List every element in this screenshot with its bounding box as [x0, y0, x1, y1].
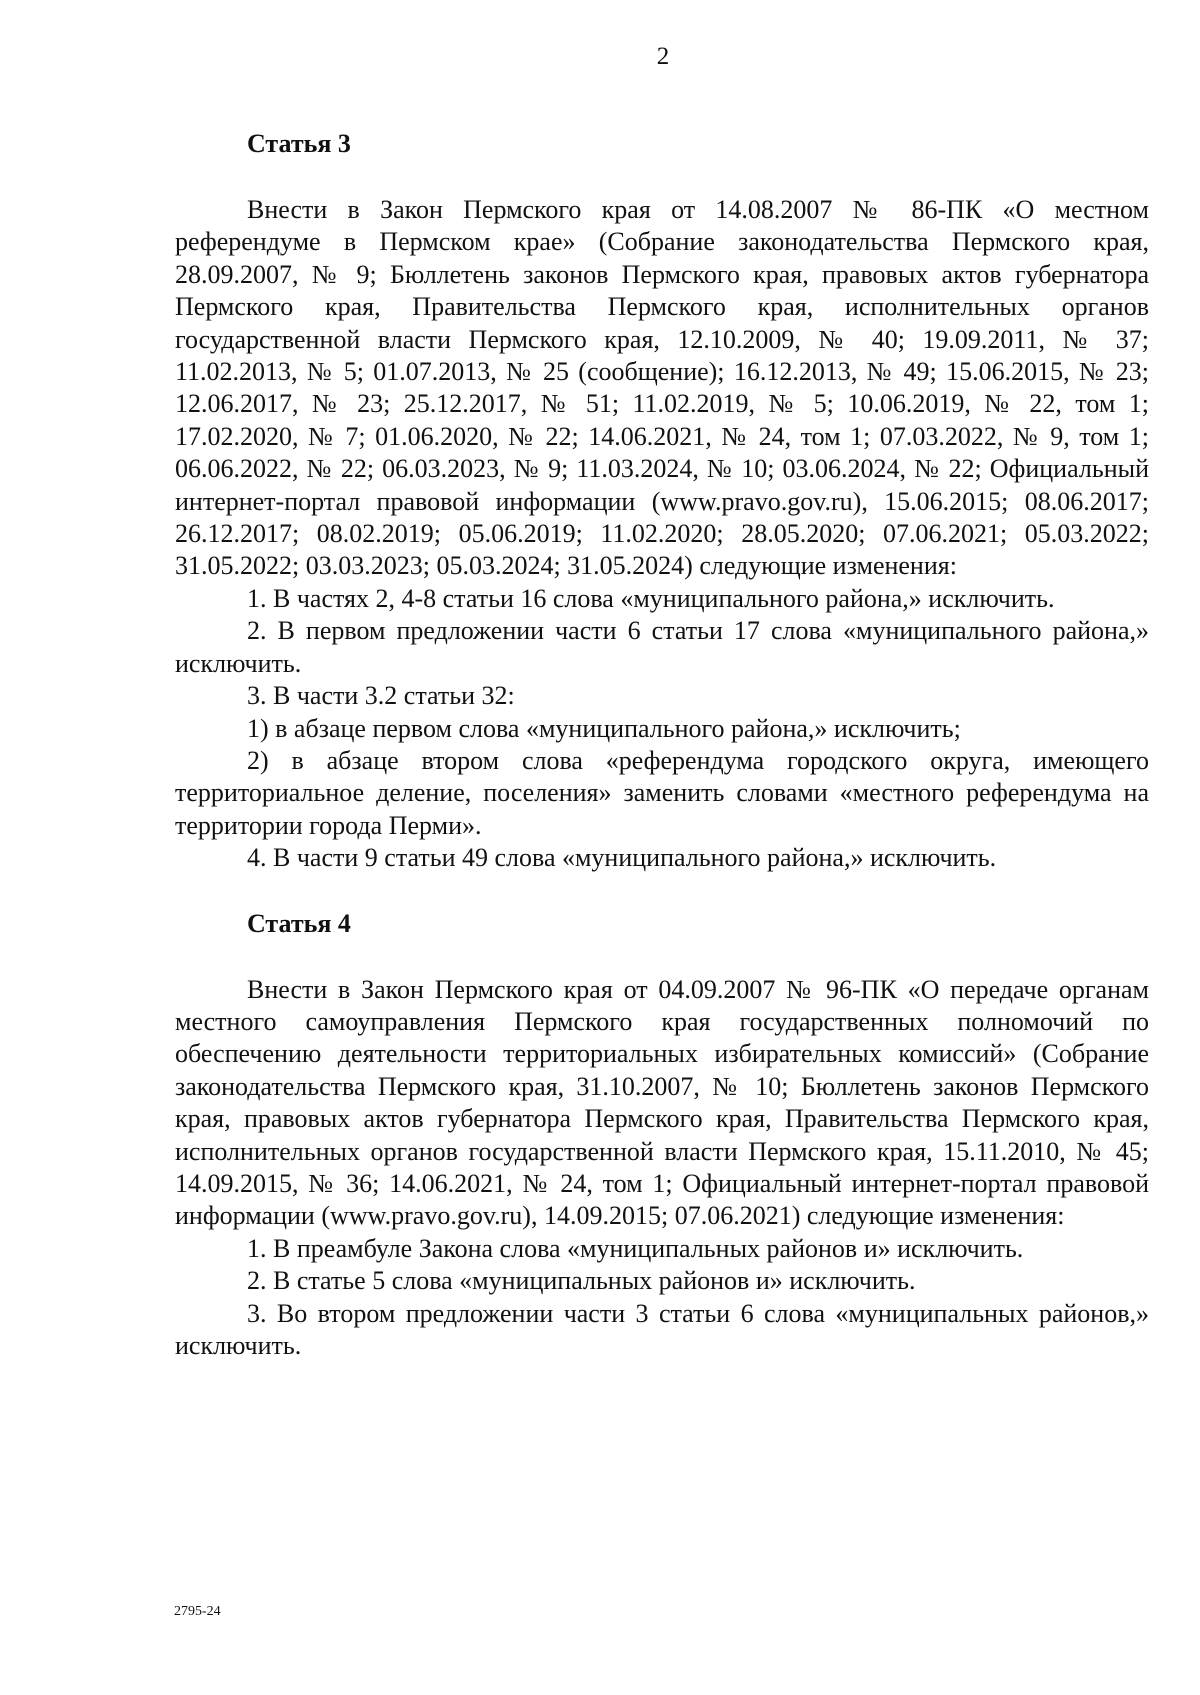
article-paragraph: 2. В статье 5 слова «муниципальных районов и» исключить.: [247, 1266, 916, 1296]
article-paragraph: 1) в абзаце первом слова «муниципального района,» исключить;: [247, 713, 961, 743]
article-paragraph: Внести в Закон Пермского края от 14.08.2007 № 86-ПК «О местном референдуме в Пермском крае» (Собрание законодательства Пермского края, 28.09.2007, № 9; Бюллетень законов Пермского края, правовых актов губернатора Пермского края, Правительства Пермского края, исполнительных органов государственной власти Пермского края, 12.10.2009, № 40; 19.09.2011, № 37; 11.02.2013, № 5; 01.07.2013, № 25 (сообщение); 16.12.2013, № 49; 15.06.2015, № 23; 12.06.2017, № 23; 25.12.2017, № 51; 11.02.2019, № 5; 10.06.2019, № 22, том 1; 17.02.2020, № 7; 01.06.2020, № 22; 14.06.2021, № 24, том 1; 07.03.2022, № 9, том 1; 06.06.2022, № 22; 06.03.2023, № 9; 11.03.2024, № 10; 03.06.2024, № 22; Официальный интернет-портал правовой информации (www.pravo.gov.ru), 15.06.2015; 08.06.2017; 26.12.2017; 08.02.2019; 05.06.2019; 11.02.2020; 28.05.2020; 07.06.2021; 05.03.2022; 31.05.2022; 03.03.2023; 05.03.2024; 31.05.2024) следующие изменения:: [175, 195, 1149, 581]
article-paragraph: Внести в Закон Пермского края от 04.09.2007 № 96-ПК «О передаче органам местного самоуправления Пермского края государственных полномочий по обеспечению деятельности территориальных избирательных комиссий» (Собрание законодательства Пермского края, 31.10.2007, № 10; Бюллетень законов Пермского края, правовых актов губернатора Пермского края, Правительства Пермского края, исполнительных органов государственной власти Пермского края, 15.11.2010, № 45; 14.09.2015, № 36; 14.06.2021, № 24, том 1; Официальный интернет-портал правовой информации (www.pravo.gov.ru), 14.09.2015; 07.06.2021) следующие изменения:: [175, 974, 1149, 1231]
article-paragraph: 3. Во втором предложении части 3 статьи 6 слова «муниципальных районов,» исключить.: [175, 1298, 1149, 1360]
article-heading: Статья 3: [247, 129, 351, 158]
article-heading: Статья 4: [247, 908, 351, 938]
article-paragraph: 1. В частях 2, 4-8 статьи 16 слова «муниципального района,» исключить.: [247, 583, 1055, 613]
document-code: 2795-24: [174, 1604, 221, 1619]
document-body: [175, 128, 1149, 1362]
page-number: 2: [656, 43, 670, 70]
article-paragraph: 4. В части 9 статьи 49 слова «муниципального района,» исключить.: [247, 843, 997, 873]
article-paragraph: 1. В преамбуле Закона слова «муниципальных районов и» исключить.: [247, 1233, 1024, 1263]
article-paragraph: 2. В первом предложении части 6 статьи 17 слова «муниципального района,» исключить.: [175, 616, 1149, 678]
article-paragraph: 2) в абзаце втором слова «референдума городского округа, имеющего территориальное деление, поселения» заменить словами «местного референдума на территории города Перми».: [175, 745, 1149, 840]
article-paragraph: 3. В части 3.2 статьи 32:: [247, 681, 515, 711]
